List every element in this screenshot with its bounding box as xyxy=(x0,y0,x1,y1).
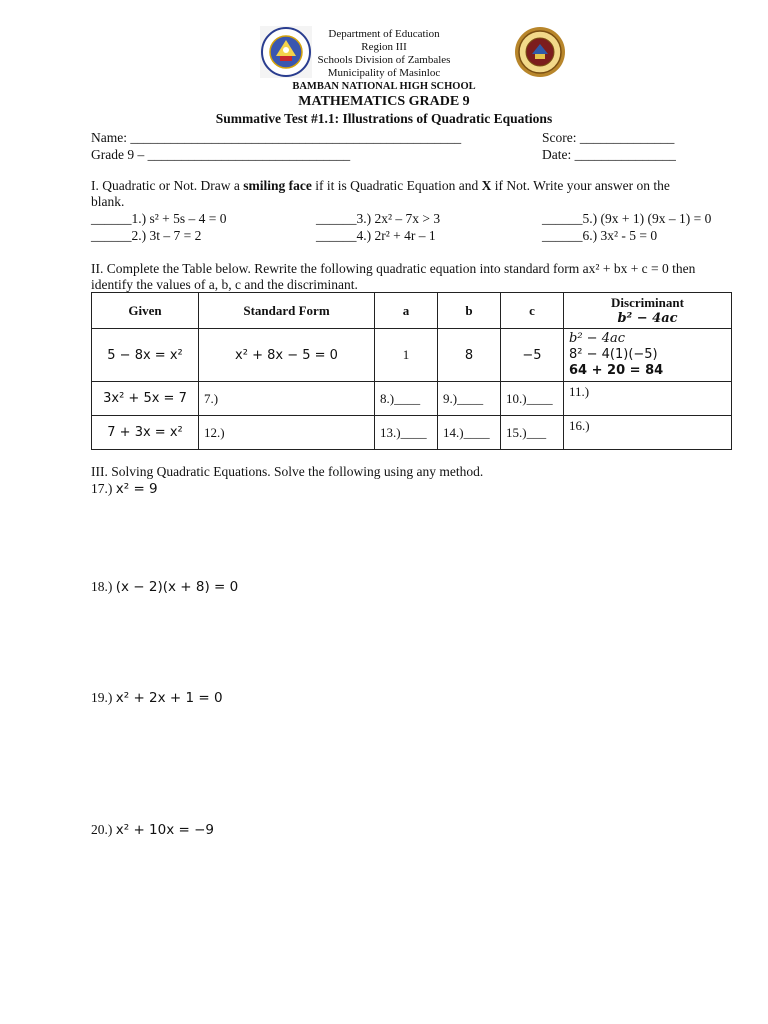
row3-b[interactable]: 14.)____ xyxy=(438,416,501,450)
row2-a[interactable]: 8.)____ xyxy=(375,382,438,416)
header-given: Given xyxy=(92,293,199,329)
part1-item-3[interactable]: ______3.) 2x² – 7x > 3 xyxy=(316,211,441,226)
row3-given: 7 + 3x = x² xyxy=(92,416,199,450)
problem-19-equation: x² + 2x + 1 = 0 xyxy=(115,690,223,706)
part2-instructions: II. Complete the Table below. Rewrite the following quadratic equation into standard form ax² + bx + c = 0 then xyxy=(91,261,696,276)
date-field[interactable]: Date: _______________ xyxy=(542,147,676,162)
header-department: Department of Education xyxy=(328,28,440,40)
problem-17[interactable] xyxy=(91,481,158,497)
problem-20[interactable] xyxy=(91,822,214,838)
header-discriminant-label: Discriminant xyxy=(611,295,684,310)
row1-c: −5 xyxy=(501,329,564,382)
row1-disc-step1: b² − 4ac xyxy=(569,331,625,346)
header-c: c xyxy=(501,293,564,329)
part1-instructions: I. Quadratic or Not. Draw a smiling face if it is Quadratic Equation and X if Not. Write your answer on the xyxy=(91,178,670,193)
problem-18-number: 18.) xyxy=(91,579,113,594)
header-division: Schools Division of Zambales xyxy=(317,54,451,66)
row1-b: 8 xyxy=(438,329,501,382)
row1-disc-step3: 64 + 20 = 84 xyxy=(569,363,664,378)
header-discriminant-formula: b² − 4ac xyxy=(617,311,678,326)
discriminant-table xyxy=(91,292,732,450)
part1-item-2[interactable]: ______2.) 3t – 7 = 2 xyxy=(91,228,202,243)
row1-given: 5 − 8x = x² xyxy=(92,329,199,382)
problem-20-equation: x² + 10x = −9 xyxy=(115,822,215,838)
problem-20-number: 20.) xyxy=(91,822,113,837)
row3-a[interactable]: 13.)____ xyxy=(375,416,438,450)
row2-discriminant[interactable]: 11.) xyxy=(564,382,732,416)
row2-c[interactable]: 10.)____ xyxy=(501,382,564,416)
problem-19[interactable] xyxy=(91,690,223,706)
header-standard-form: Standard Form xyxy=(199,293,375,329)
row3-standard[interactable]: 12.) xyxy=(199,416,375,450)
part1-item-5[interactable]: ______5.) (9x + 1) (9x – 1) = 0 xyxy=(542,211,712,226)
row1-standard: x² + 8x − 5 = 0 xyxy=(199,329,375,382)
problem-19-number: 19.) xyxy=(91,690,113,705)
row2-standard[interactable]: 7.) xyxy=(199,382,375,416)
problem-17-equation: x² = 9 xyxy=(115,481,158,497)
header-school: BAMBAN NATIONAL HIGH SCHOOL xyxy=(292,81,476,92)
problem-18[interactable] xyxy=(91,579,238,595)
header-a: a xyxy=(375,293,438,329)
header-b: b xyxy=(438,293,501,329)
score-field[interactable]: Score: ______________ xyxy=(542,130,675,145)
header-discriminant xyxy=(564,293,732,329)
subject-title: MATHEMATICS GRADE 9 xyxy=(298,94,470,109)
row1-a: 1 xyxy=(375,329,438,382)
part1-item-6[interactable]: ______6.) 3x² - 5 = 0 xyxy=(542,228,658,243)
row2-b[interactable]: 9.)____ xyxy=(438,382,501,416)
part1-item-4[interactable]: ______4.) 2r² + 4r – 1 xyxy=(316,228,436,243)
part1-item-1[interactable]: ______1.) s² + 5s – 4 = 0 xyxy=(91,211,227,226)
grade-field[interactable]: Grade 9 – ______________________________ xyxy=(91,147,351,162)
header-region: Region III xyxy=(361,41,407,53)
row3-discriminant[interactable]: 16.) xyxy=(564,416,732,450)
row1-discriminant xyxy=(564,329,732,382)
test-title: Summative Test #1.1: Illustrations of Quadratic Equations xyxy=(215,111,553,126)
header-municipality: Municipality of Masinloc xyxy=(327,67,441,79)
problem-18-equation: (x − 2)(x + 8) = 0 xyxy=(115,579,239,595)
problem-17-number: 17.) xyxy=(91,481,113,496)
part1-instructions-cont: blank. xyxy=(91,194,125,209)
part2-instructions-cont: identify the values of a, b, c and the discriminant. xyxy=(91,277,358,292)
name-field[interactable]: Name: _________________________________________________ xyxy=(91,130,462,145)
row2-given: 3x² + 5x = 7 xyxy=(92,382,199,416)
row3-c[interactable]: 15.)___ xyxy=(501,416,564,450)
row1-disc-step2: 8² − 4(1)(−5) xyxy=(569,347,658,362)
part3-instructions: III. Solving Quadratic Equations. Solve the following using any method. xyxy=(91,464,484,479)
